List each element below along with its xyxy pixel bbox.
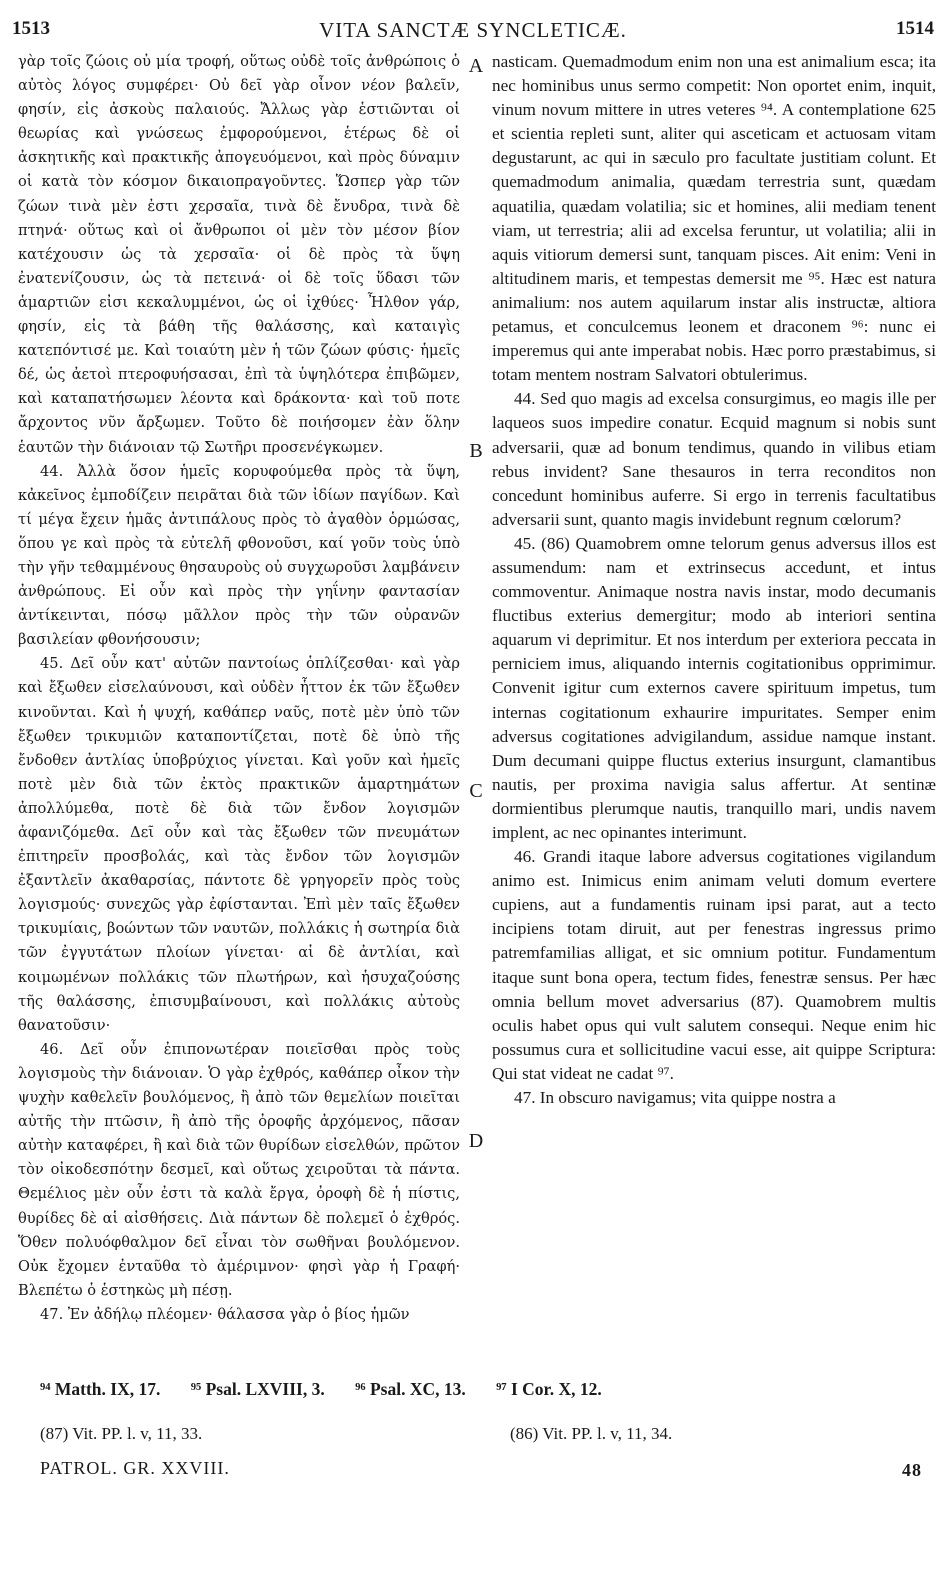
right-column-number: 1514 [896, 18, 934, 39]
latin-paragraph-45: 45. (86) Quamobrem omne telorum genus adversus illos est assumendum: nam et extrinsecus accedunt, et intus commoventur. Animaque nostra navis instar, modo decumanis fluctibus exterius demergitur; modo ab interiori sentina aquarum vi deprimitur. Et nos interdum per exteriora peccata in perniciem imus, aliquando internis cogitationibus opprimimur. Convenit igitur cum externos cavere spirituum impetus, tum internas cogitationum exhaurire impuritates. Semper enim adversus cogitationes advigilandum, assidue namque instant. Dum decumani quippe fluctus exterius insurgunt, clamantibus nautis, per proxima navigia salus affertur. At sentinæ dormientibus plerumque nautis, tranquillo mari, undis navem implent, ac nec opinantes interimunt. [492, 533, 936, 842]
page-header [12, 12, 934, 46]
section-marker-b: B [469, 440, 483, 462]
latin-paragraph-46: 46. Grandi itaque labore adversus cogitationes vigilandum animo est. Inimicus enim animam veluti domum evertere cupiens, aut a fundamentis ruinam ipsi parat, aut a tecto incipiens totam diruit, aut per fenestras ingressus primo patremfamilias alligat, et sic omnium potitur. Fundamentum itaque sunt bona opera, tectum fides, fenestræ sensus. Per hæc omnia bellum movet adversarius (87). Quamobrem multis oculis habet opus qui vult salutem consequi. Neque enim hic possumus cura et sollicitudine vacui esse, ait quippe Scriptura: Qui stat videat ne cadat ⁹⁷. [492, 847, 936, 1083]
greek-paragraph-45: 45. Δεῖ οὖν κατ' αὐτῶν παντοίως ὁπλίζεσθαι· καὶ γὰρ καὶ ἔξωθεν εἰσελαύνουσι, καὶ οὐδὲν ἧττον ἐκ τῶν ἔξωθεν κινοῦνται. Καὶ ἡ ψυχή, καθάπερ ναῦς, ποτὲ μὲν ὑπὸ τῶν ἔξωθεν τρικυμιῶν καταποντίζεται, ποτὲ δὲ ὑπὸ τῆς ἔνδοθεν ἀντλίας ὑποβρύχιος γίνεται. Καὶ γοῦν καὶ ἡμεῖς ποτὲ μὲν διὰ τῶν ἐκτὸς πρακτικῶν ἁμαρτημάτων ἀπολλύμεθα, ποτὲ δὲ διὰ τῶν ἔνδον λογισμῶν ἀφανιζόμεθα. Δεῖ οὖν καὶ τὰς ἔξωθεν τῶν πνευμάτων ἐπιτηρεῖν προσβολάς, καὶ τὰς ἔνδον τῶν λογισμῶν ἐξαντλεῖν ἀκαθαρσίας, πάντοτε δὲ γρηγορεῖν πρὸς τοὺς λογισμούς· συνεχῶς γὰρ ἐφίστανται. Ἐπὶ μὲν ταῖς ἔξωθεν τρικυμίαις, βοώντων τῶν ναυτῶν, πολλάκις ἡ σωτηρία διὰ τῶν ἐγγυτάτων πλοίων γίνεται· αἱ δὲ ἀντλίαι, καὶ κοιμωμένων πολλάκις τῶν πλωτήρων, καὶ ἡσυχαζούσης τῆς θαλάσσης, ἐπισυμβαίνουσι, καὶ πολλάκις αὐτοὺς θανατοῦσιν· [18, 655, 460, 1034]
latin-paragraph-47: 47. In obscuro navigamus; vita quippe nostra a [514, 1088, 836, 1108]
section-marker-c: C [469, 780, 483, 802]
section-marker-a: A [468, 55, 484, 77]
footnote-97: ⁹⁷ I Cor. X, 12. [496, 1379, 602, 1399]
latin-column [492, 50, 936, 1348]
footnote-96: ⁹⁶ Psal. XC, 13. [355, 1379, 466, 1399]
footnote-87: (87) Vit. PP. l. v, 11, 33. [40, 1424, 203, 1443]
left-column-number: 1513 [12, 18, 50, 39]
vitae-footnotes [40, 1424, 930, 1444]
signature-number: 48 [902, 1460, 922, 1480]
footnote-95: ⁹⁵ Psal. LXVIII, 3. [190, 1379, 325, 1399]
running-title: VITA SANCTÆ SYNCLETICÆ. [319, 18, 627, 42]
scripture-footnotes [40, 1379, 930, 1400]
greek-column [18, 50, 460, 1348]
footnote-86: (86) Vit. PP. l. v, 11, 34. [510, 1424, 673, 1443]
series-label: PATROL. GR. XXVIII. [40, 1458, 230, 1478]
greek-paragraph-1: γὰρ τοῖς ζώοις οὐ μία τροφή, οὕτως οὐδὲ τοῖς ἀνθρώποις ὁ αὐτὸς λόγος συμφέρει· Οὐ δεῖ γὰρ οἶνον νέον βαλεῖν, φησίν, εἰς ἀσκοὺς παλαιούς. Ἄλλως γὰρ ἑστιῶνται οἱ θεωρίας καὶ γνώσεως ἐμφορούμενοι, ἑτέρως δὲ οἱ ἀσκητικῆς καὶ πρακτικῆς ἀπογευόμενοι, καὶ πρὸς δύναμιν οἱ κατὰ τὸν κόσμον δικαιοπραγοῦντες. Ὥσπερ γὰρ τῶν ζώων τινὰ μὲν ἐστι χερσαῖα, τινὰ δὲ ἔνυδρα, τινὰ δὲ πτηνά· οὕτως καὶ οἱ ἄνθρωποι οἱ μὲν τὸν μέσον βίον κατέχουσιν ὡς τὰ χερσαῖα· οἱ δὲ πρὸς τὰ ὕψη ἐνατενίζουσιν, ὡς τὰ πετεινά· οἱ δὲ τοῖς ὕδασι τῶν ἁμαρτιῶν εἰσι κεκαλυμμένοι, ὡς οἱ ἰχθύες· Ἦλθον γάρ, φησίν, εἰς τὰ βάθη τῆς θαλάσσης, καὶ καταιγὶς κατεπόντισέ με. Καὶ τοιαύτη μὲν ἡ τῶν ζώων φύσις· ἡμεῖς δέ, ὡς ἀετοὶ πτεροφυήσασαι, ἐπὶ τὰ ὑψηλότερα ἐπιβῶμεν, καὶ καταπατήσωμεν λέοντα καὶ δράκοντα· καὶ τοῦ ποτε ἄρχοντος νῦν ἄρξωμεν. Τοῦτο δὲ ποιήσομεν ἐὰν ὅλην ἑαυτῶν τὴν διάνοιαν τῷ Σωτῆρι προσενέγκωμεν. [18, 53, 460, 456]
greek-paragraph-46: 46. Δεῖ οὖν ἐπιπονωτέραν ποιεῖσθαι πρὸς τοὺς λογισμοὺς τὴν διάνοιαν. Ὁ γὰρ ἐχθρός, καθάπερ οἶκον τὴν ψυχὴν καθελεῖν βουλόμενος, ἢ ἀπὸ τῶν θεμελίων ποιεῖται αὐτῆς τὴν πτῶσιν, ἢ ἀπὸ τῆς ὀροφῆς ἀρχόμενος, πᾶσαν αὐτὴν καταφέρει, ἢ καὶ διὰ τῶν θυρίδων εἰσελθών, πρῶτον τὸν οἰκοδεσπότην δεσμεῖ, καὶ οὕτως χειροῦται τὰ πάντα. Θεμέλιος μὲν οὖν ἐστι τὰ καλὰ ἔργα, ὀροφὴ δὲ ἡ πίστις, θυρίδες δὲ αἱ αἰσθήσεις. Διὰ πάντων δὲ πολεμεῖ ὁ ἐχθρός. Ὅθεν πολυόφθαλμον δεῖ εἶναι τὸν σωθῆναι βουλόμενον. Οὐκ ἔχομεν ἐνταῦθα τὸ ἀμέριμνον· φησὶ γὰρ ἡ Γραφή· Βλεπέτω ὁ ἑστηκὼς μὴ πέσῃ. [18, 1040, 460, 1299]
section-marker-d: D [468, 1130, 484, 1152]
footnote-94: ⁹⁴ Matth. IX, 17. [40, 1379, 161, 1399]
page-footer [40, 1458, 930, 1479]
greek-paragraph-44: 44. Ἀλλὰ ὅσον ἡμεῖς κορυφούμεθα πρὸς τὰ ὕψη, κἀκεῖνος ἐμποδίζειν πειρᾶται διὰ τῶν ἰδίων παγίδων. Καὶ τί μέγα ἔχειν ἡμᾶς ἀντιπάλους πρὸς τὸ ἀγαθὸν ὁρμώσας, ὅπου γε καὶ πρὸς τὰ εὐτελῆ φθονοῦσι, καί γοῦν τοὺς ὑπὸ τὴν γῆν τεθαμμένους θησαυροὺς οὐ συγχωροῦσι λαμβάνειν ἀνθρώπους. Εἰ οὖν καὶ πρὸς τὴν γηΐνην φαντασίαν ἀντίκεινται, πόσῳ μᾶλλον πρὸς τὴν τῶν οὐρανῶν βασιλείαν φθονήσουσιν; [18, 462, 460, 649]
greek-paragraph-47: 47. Ἐν ἀδήλῳ πλέομεν· θάλασσα γὰρ ὁ βίος ἡμῶν [40, 1305, 410, 1323]
latin-paragraph-1: nasticam. Quemadmodum enim non una est animalium esca; ita nec hominibus unus sermo competit: Non oportet enim, inquit, vinum novum mittere in utres veteres ⁹⁴. A contemplatione 625 et scientia repleti sunt, aliter qui asceticam et actuosam vitam degustarunt, ac qui in sæculo pro facultate justitiam colunt. Et quemadmodum animalia, quædam terrestria sunt, quædam aquatilia, quædam volatilia; sic et homines, alii mediam tenent viam, ut terrestria; alii ad excelsa feruntur, ut volatilia; alii in aquis vitiorum demersi sunt, tanquam pisces. Ait enim: Veni in altitudinem maris, et tempestas demersit me ⁹⁵. Hæc est natura animalium: nos autem aquilarum instar alis instructæ, altiora petamus, et conculcemus leonem et draconem ⁹⁶: nunc ei imperemus qui ante imperabat nobis. Hæc porro præstabimus, si totam mentem nostram Salvatori obtulerimus. [492, 52, 936, 385]
latin-paragraph-44: 44. Sed quo magis ad excelsa consurgimus, eo magis ille per laqueos suos impedire conatur. Ecquid magnum si nobis sunt adversarii, quæ ad bonum tendimus, quando in vilibus etiam rebus invident? Sane thesauros in terra reconditos non concedunt hominibus auferre. Si ergo in terrenis facultatibus adversarii sunt, quanto magis invidebunt regnum cœlorum? [492, 389, 936, 529]
